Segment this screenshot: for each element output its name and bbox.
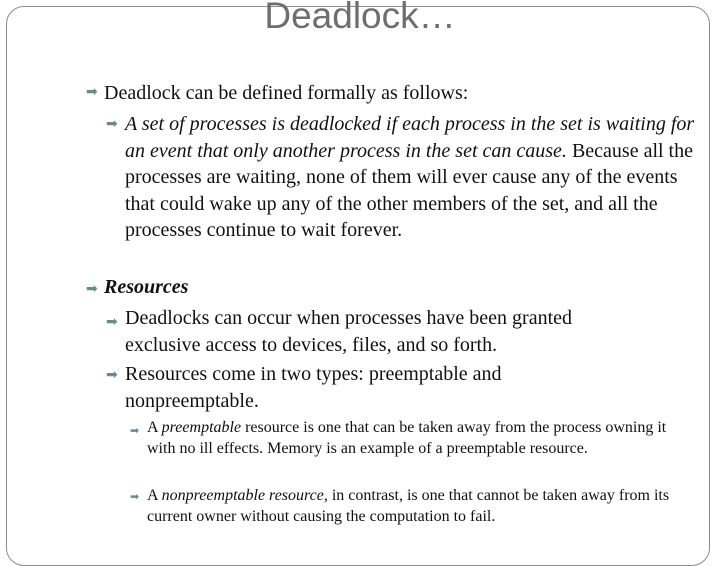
formal-definition-italic: A set of processes is deadlocked if each process in the set is waiting for an event that only another process in the set can cause. [125, 113, 695, 162]
bullet-arrow-icon: ➡ [86, 84, 98, 100]
bullet-arrow-icon: ➡ [86, 281, 98, 297]
formal-definition-rest: Because all the processes are waiting, none of them will ever cause any of the events that could wake up any of the other members of the set, and all the processes continue to wait forever. [125, 139, 693, 241]
preemptable-term: preemptable [161, 419, 242, 436]
bullet-arrow-icon: ➡ [130, 490, 140, 503]
bullet-deadlock-definition: Deadlock can be defined formally as follows: [104, 82, 469, 104]
bullet-arrow-icon: ➡ [106, 116, 118, 132]
nonpreemptable-term: nonpreemptable resource [161, 487, 324, 504]
bullet-preemptable [147, 418, 687, 459]
bullet-formal-definition [125, 111, 695, 244]
preemptable-text: resource is one that can be taken away from the process owning it with no ill effects. Memory is an example of a preemptable resource. [147, 419, 667, 457]
nonpreemptable-text: , in contrast, is one that cannot be taken away from its current owner without causing the computation to fail. [147, 487, 670, 525]
bullet-nonpreemptable [147, 486, 687, 527]
bullet-arrow-icon: ➡ [106, 314, 118, 330]
bullet-resource-types: Resources come in two types: preemptable and nonpreemptable. [125, 363, 502, 412]
bullet-arrow-icon: ➡ [130, 424, 140, 437]
slide-title: Deadlock… [264, 0, 456, 36]
preemptable-prefix: A [147, 419, 162, 436]
bullet-exclusive-access: Deadlocks can occur when processes have been granted exclusive access to devices, files, and so forth. [125, 307, 573, 356]
bullet-arrow-icon: ➡ [106, 367, 118, 383]
nonpreemptable-prefix: A [147, 487, 162, 504]
bullet-resources: Resources [104, 276, 189, 298]
